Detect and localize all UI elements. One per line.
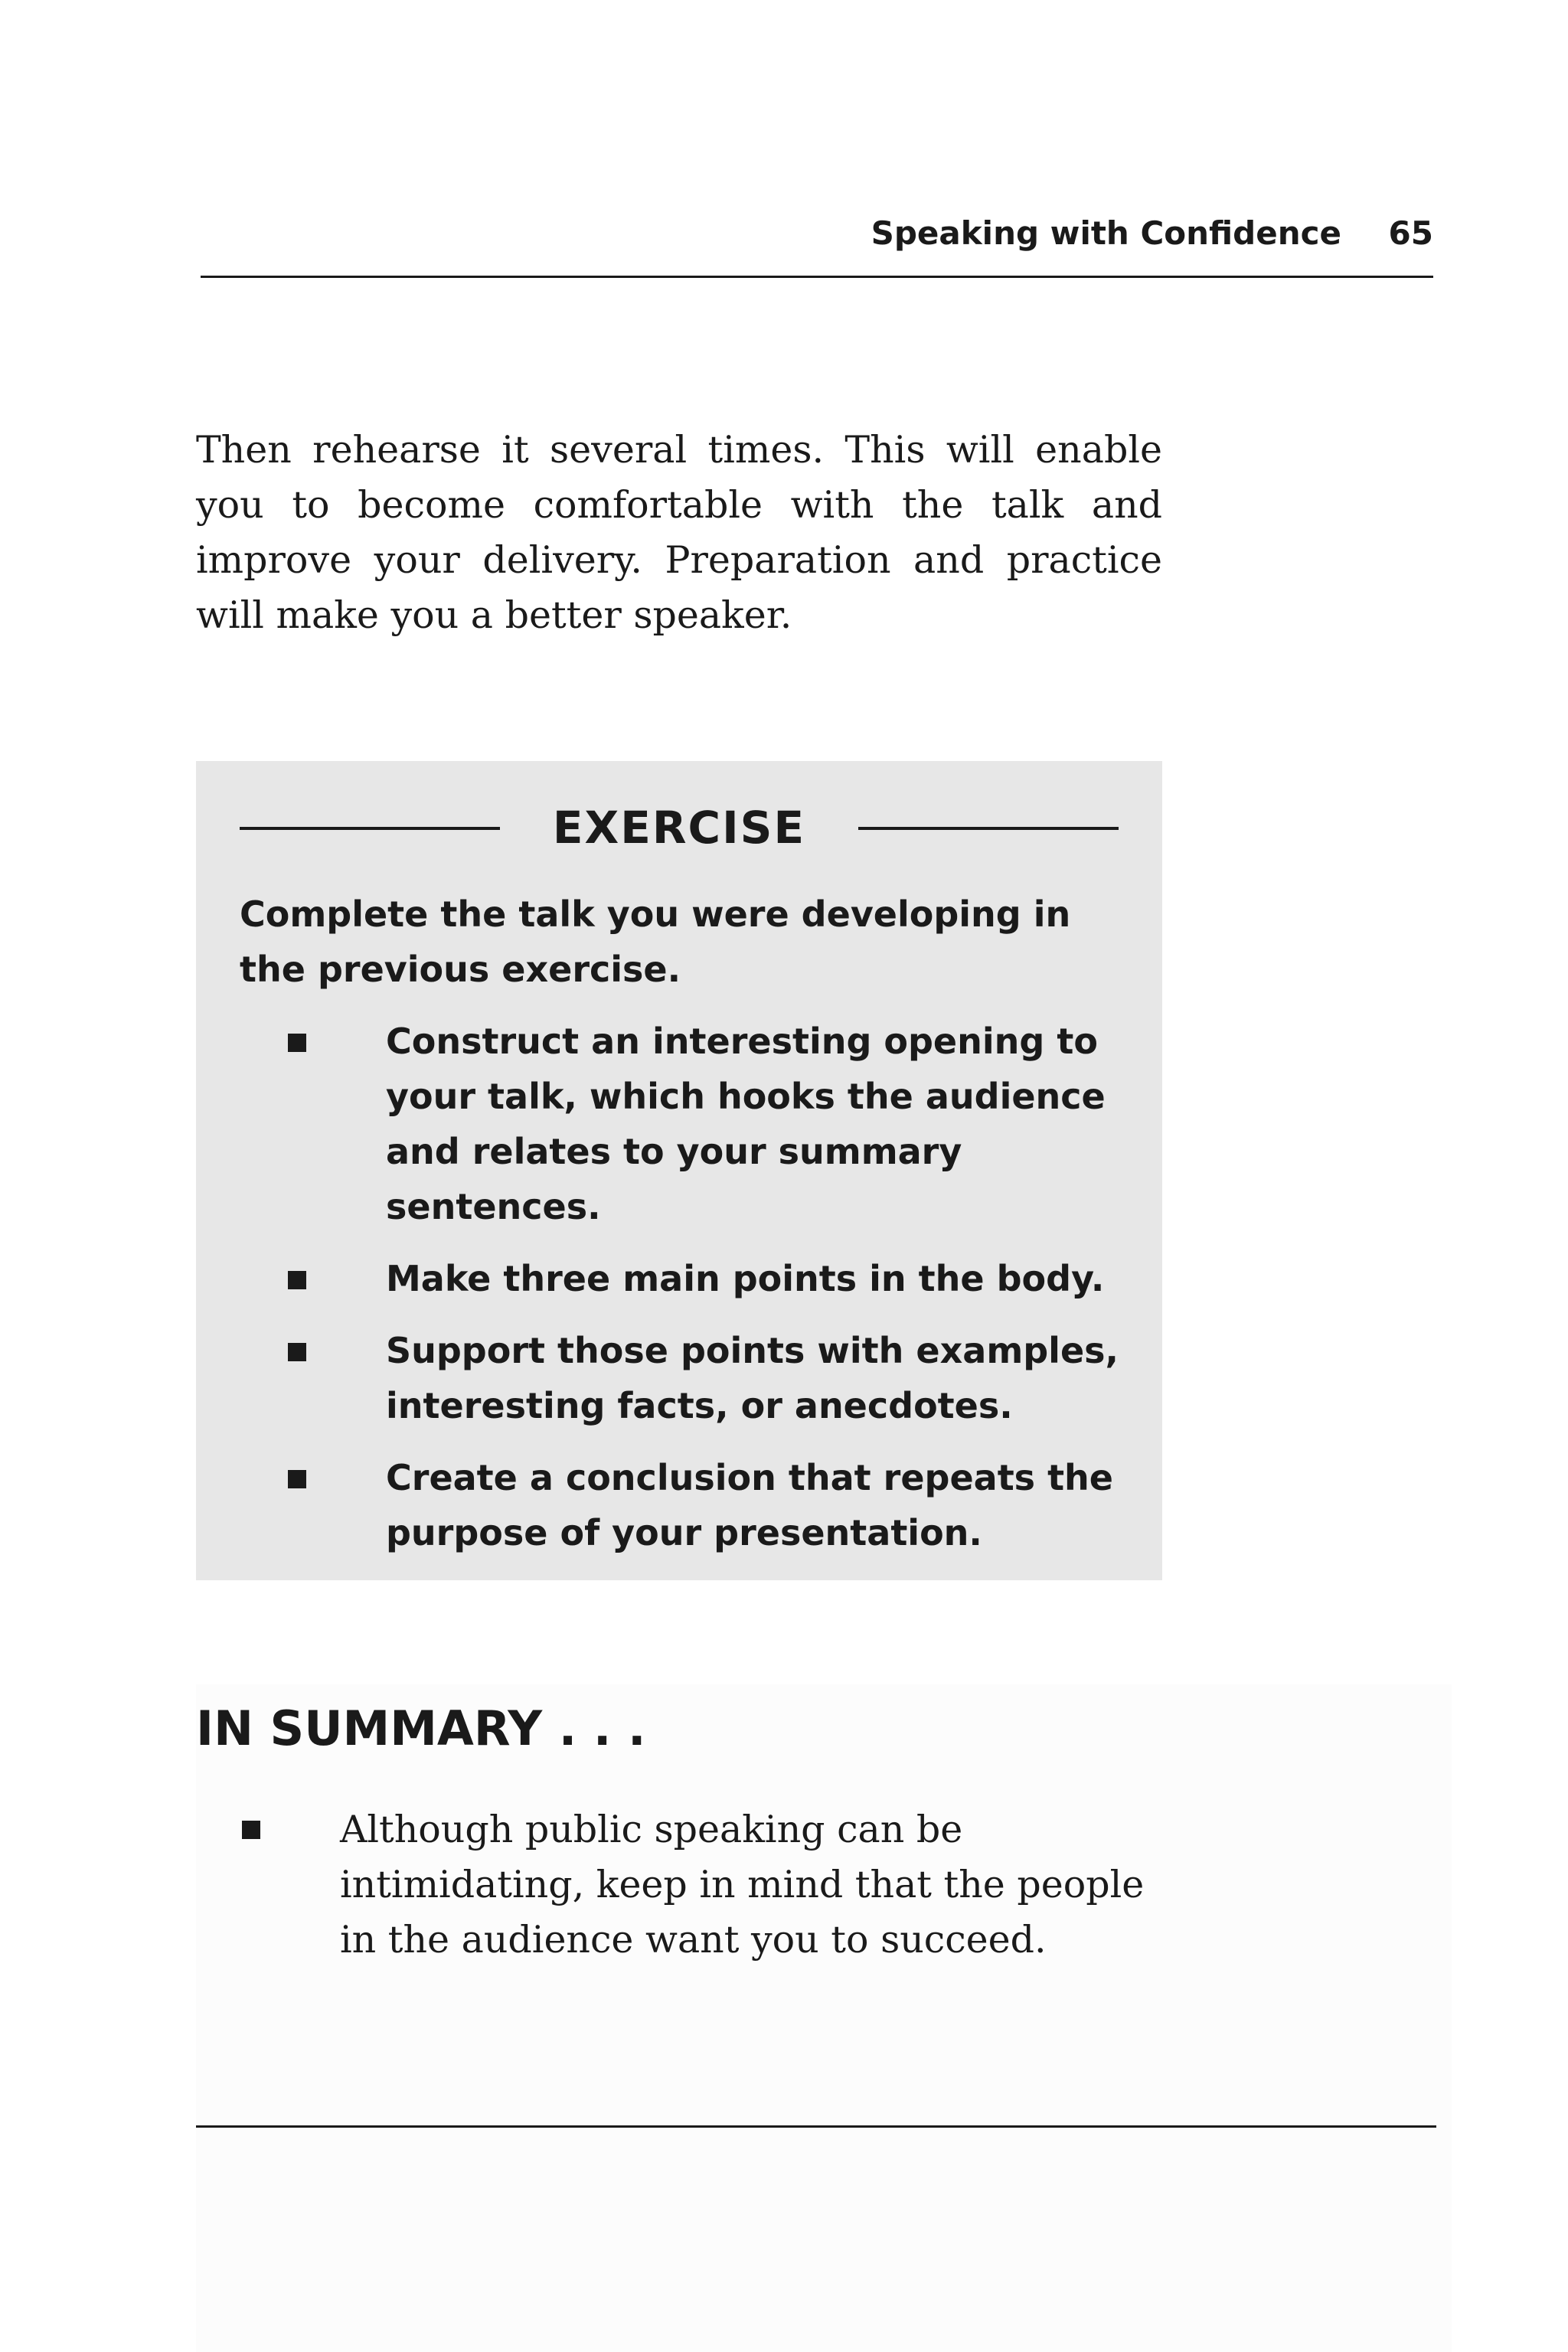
exercise-box	[196, 761, 1162, 1580]
exercise-item-text: Construct an interesting opening to your talk, which hooks the audience and relates to your summary sentences.	[386, 1021, 1106, 1227]
page-background-shade	[196, 1684, 1452, 2352]
summary-heading: IN SUMMARY . . .	[196, 1700, 646, 1756]
exercise-title-row	[240, 801, 1119, 854]
exercise-list	[288, 1014, 1130, 1577]
summary-list-item	[242, 1802, 1161, 1968]
exercise-item-text: Make three main points in the body.	[386, 1258, 1105, 1299]
footer-rule	[196, 2125, 1436, 2128]
exercise-intro: Complete the talk you were developing in the previous exercise.	[240, 893, 1071, 990]
square-bullet-icon	[288, 1271, 306, 1289]
body-paragraph: Then rehearse it several times. This will enable you to become comfortable with the talk and improve your delivery. Preparation and practice will make you a better speaker.	[196, 428, 1162, 637]
exercise-list-item	[288, 1450, 1130, 1560]
exercise-list-item	[288, 1014, 1130, 1234]
exercise-title-rule-right	[858, 827, 1119, 830]
exercise-item-text: Support those points with examples, interesting facts, or anecdotes.	[386, 1330, 1119, 1426]
running-head	[201, 207, 1433, 278]
square-bullet-icon	[288, 1470, 306, 1488]
exercise-list-item	[288, 1251, 1130, 1306]
square-bullet-icon	[288, 1343, 306, 1361]
exercise-item-text: Create a conclusion that repeats the purpose of your presentation.	[386, 1457, 1114, 1553]
square-bullet-icon	[288, 1034, 306, 1052]
square-bullet-icon	[242, 1821, 260, 1839]
summary-item-text: Although public speaking can be intimidating, keep in mind that the people in the audience want you to succeed.	[340, 1808, 1145, 1962]
exercise-list-item	[288, 1323, 1130, 1433]
summary-list	[242, 1802, 1161, 1968]
page-number: 65	[1388, 214, 1433, 252]
chapter-title: Speaking with Confidence	[871, 214, 1341, 252]
exercise-title: EXERCISE	[552, 802, 806, 854]
